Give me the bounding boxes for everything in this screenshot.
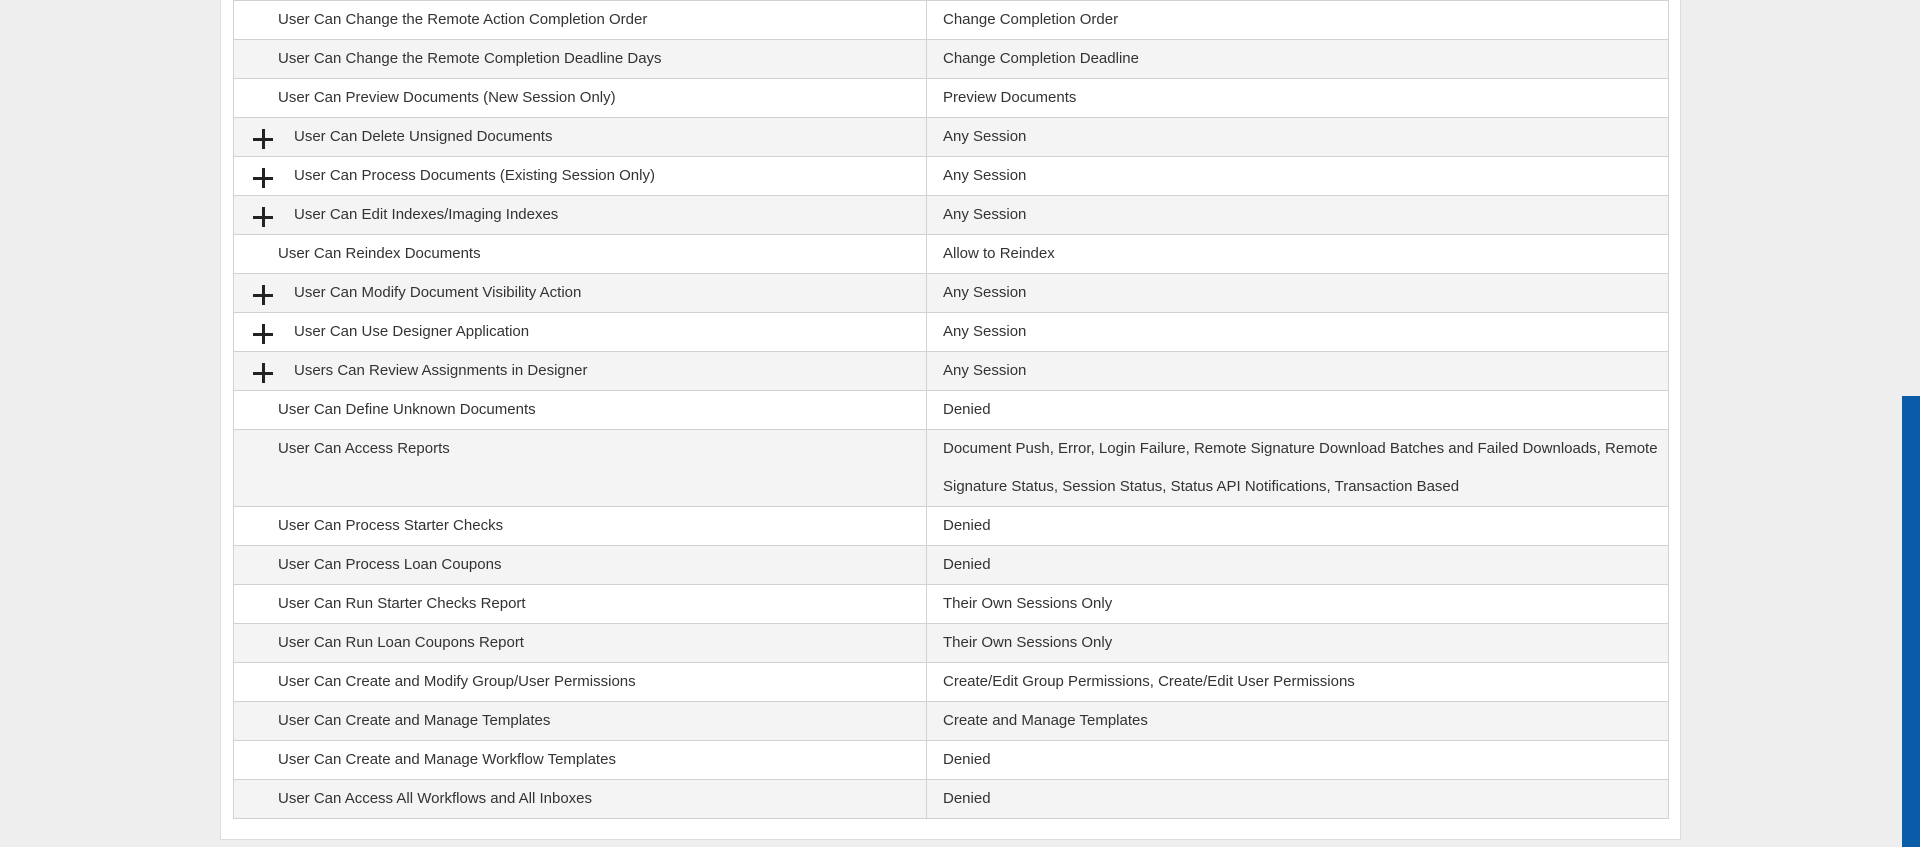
permission-value: Allow to Reindex: [927, 235, 1669, 274]
permission-name-wrap: [234, 507, 926, 545]
permission-name-wrap: [234, 430, 926, 468]
permission-name-cell: [234, 352, 927, 391]
permission-value: Denied: [927, 546, 1669, 585]
permission-name-wrap: [234, 274, 926, 312]
permission-name-cell: [234, 235, 927, 274]
plus-icon[interactable]: [248, 157, 280, 195]
vertical-scrollbar[interactable]: [1902, 0, 1920, 847]
permission-name-wrap: [234, 624, 926, 662]
plus-icon[interactable]: [248, 118, 280, 156]
permission-name-cell: [234, 741, 927, 780]
permission-value: Denied: [927, 391, 1669, 430]
permission-name-wrap: [234, 585, 926, 623]
plus-icon[interactable]: [248, 352, 280, 390]
permission-value: Create and Manage Templates: [927, 702, 1669, 741]
permissions-table-body: [234, 1, 1669, 819]
permission-name-cell: [234, 118, 927, 157]
permission-name-wrap: [234, 118, 926, 156]
permission-name-cell: [234, 546, 927, 585]
permission-row: [234, 196, 1669, 235]
permission-name: User Can Change the Remote Completion Deadline Days: [278, 50, 662, 67]
permission-name-wrap: [234, 1, 926, 39]
permission-value: Any Session: [927, 313, 1669, 352]
permission-row: [234, 585, 1669, 624]
permission-value: Document Push, Error, Login Failure, Remote Signature Download Batches and Failed Downloads, Remote Signature Status, Session Status, Status API Notifications, Transaction Based: [927, 430, 1669, 507]
permission-name-wrap: [234, 702, 926, 740]
scrollbar-thumb[interactable]: [1902, 396, 1920, 847]
permission-row: [234, 352, 1669, 391]
permission-value: Denied: [927, 741, 1669, 780]
permission-name-wrap: [234, 780, 926, 818]
permission-name: User Can Change the Remote Action Completion Order: [278, 11, 648, 28]
permission-row: [234, 313, 1669, 352]
permission-name: User Can Access Reports: [278, 440, 450, 457]
permission-row: [234, 40, 1669, 79]
permission-row: [234, 1, 1669, 40]
permission-name: User Can Edit Indexes/Imaging Indexes: [294, 206, 559, 223]
permission-row: [234, 702, 1669, 741]
plus-icon[interactable]: [248, 313, 280, 351]
permission-row: [234, 507, 1669, 546]
permission-name-cell: [234, 663, 927, 702]
permission-name-cell: [234, 430, 927, 507]
permission-row: [234, 663, 1669, 702]
permission-value: Any Session: [927, 157, 1669, 196]
permission-value: Denied: [927, 780, 1669, 819]
permission-name-cell: [234, 79, 927, 118]
permission-name: User Can Run Loan Coupons Report: [278, 634, 524, 651]
permission-value: Their Own Sessions Only: [927, 624, 1669, 663]
plus-icon[interactable]: [248, 274, 280, 312]
permission-name-cell: [234, 313, 927, 352]
permission-value: Create/Edit Group Permissions, Create/Edit User Permissions: [927, 663, 1669, 702]
permission-name: User Can Reindex Documents: [278, 245, 481, 262]
permission-value: Preview Documents: [927, 79, 1669, 118]
permission-name: User Can Use Designer Application: [294, 323, 530, 340]
permission-name: User Can Delete Unsigned Documents: [294, 128, 553, 145]
permission-value: Their Own Sessions Only: [927, 585, 1669, 624]
permission-name-cell: [234, 274, 927, 313]
permission-row: [234, 157, 1669, 196]
permission-name-wrap: [234, 546, 926, 584]
permission-name-wrap: [234, 196, 926, 234]
permission-name: User Can Create and Modify Group/User Permissions: [278, 673, 636, 690]
permission-name-cell: [234, 1, 927, 40]
permission-name-wrap: [234, 352, 926, 390]
permission-row: [234, 235, 1669, 274]
permission-value: Any Session: [927, 118, 1669, 157]
permission-name-wrap: [234, 157, 926, 195]
permission-name-cell: [234, 40, 927, 79]
permission-name: Users Can Review Assignments in Designer: [294, 362, 588, 379]
permission-value: Any Session: [927, 274, 1669, 313]
permission-row: [234, 624, 1669, 663]
permission-row: [234, 741, 1669, 780]
permission-row: [234, 118, 1669, 157]
permission-name: User Can Create and Manage Workflow Templates: [278, 751, 616, 768]
permission-name-wrap: [234, 391, 926, 429]
permission-name: User Can Process Documents (Existing Session Only): [294, 167, 655, 184]
permission-name-cell: [234, 507, 927, 546]
permission-row: [234, 430, 1669, 507]
permission-name-cell: [234, 780, 927, 819]
permission-name-cell: [234, 702, 927, 741]
permission-name: User Can Run Starter Checks Report: [278, 595, 526, 612]
permission-name: User Can Process Loan Coupons: [278, 556, 502, 573]
permission-name-cell: [234, 585, 927, 624]
permission-name: User Can Access All Workflows and All Inboxes: [278, 790, 593, 807]
permission-name: User Can Create and Manage Templates: [278, 712, 551, 729]
permission-row: [234, 274, 1669, 313]
permission-name-cell: [234, 624, 927, 663]
permission-name-wrap: [234, 663, 926, 701]
permissions-table: [233, 0, 1669, 819]
permission-name-wrap: [234, 313, 926, 351]
permission-value: Denied: [927, 507, 1669, 546]
plus-icon[interactable]: [248, 196, 280, 234]
permission-name: User Can Modify Document Visibility Action: [294, 284, 582, 301]
permission-name: User Can Define Unknown Documents: [278, 401, 536, 418]
permission-name: User Can Preview Documents (New Session Only): [278, 89, 616, 106]
permission-value: Any Session: [927, 196, 1669, 235]
permission-value: Change Completion Deadline: [927, 40, 1669, 79]
permission-name-wrap: [234, 79, 926, 117]
permission-row: [234, 546, 1669, 585]
permission-row: [234, 391, 1669, 430]
permission-name-cell: [234, 391, 927, 430]
permission-name-wrap: [234, 235, 926, 273]
permission-name-cell: [234, 196, 927, 235]
permission-name-wrap: [234, 40, 926, 78]
permission-name: User Can Process Starter Checks: [278, 517, 504, 534]
permission-value: Change Completion Order: [927, 1, 1669, 40]
permission-row: [234, 79, 1669, 118]
permission-value: Any Session: [927, 352, 1669, 391]
permission-name-cell: [234, 157, 927, 196]
permission-row: [234, 780, 1669, 819]
permission-name-wrap: [234, 741, 926, 779]
